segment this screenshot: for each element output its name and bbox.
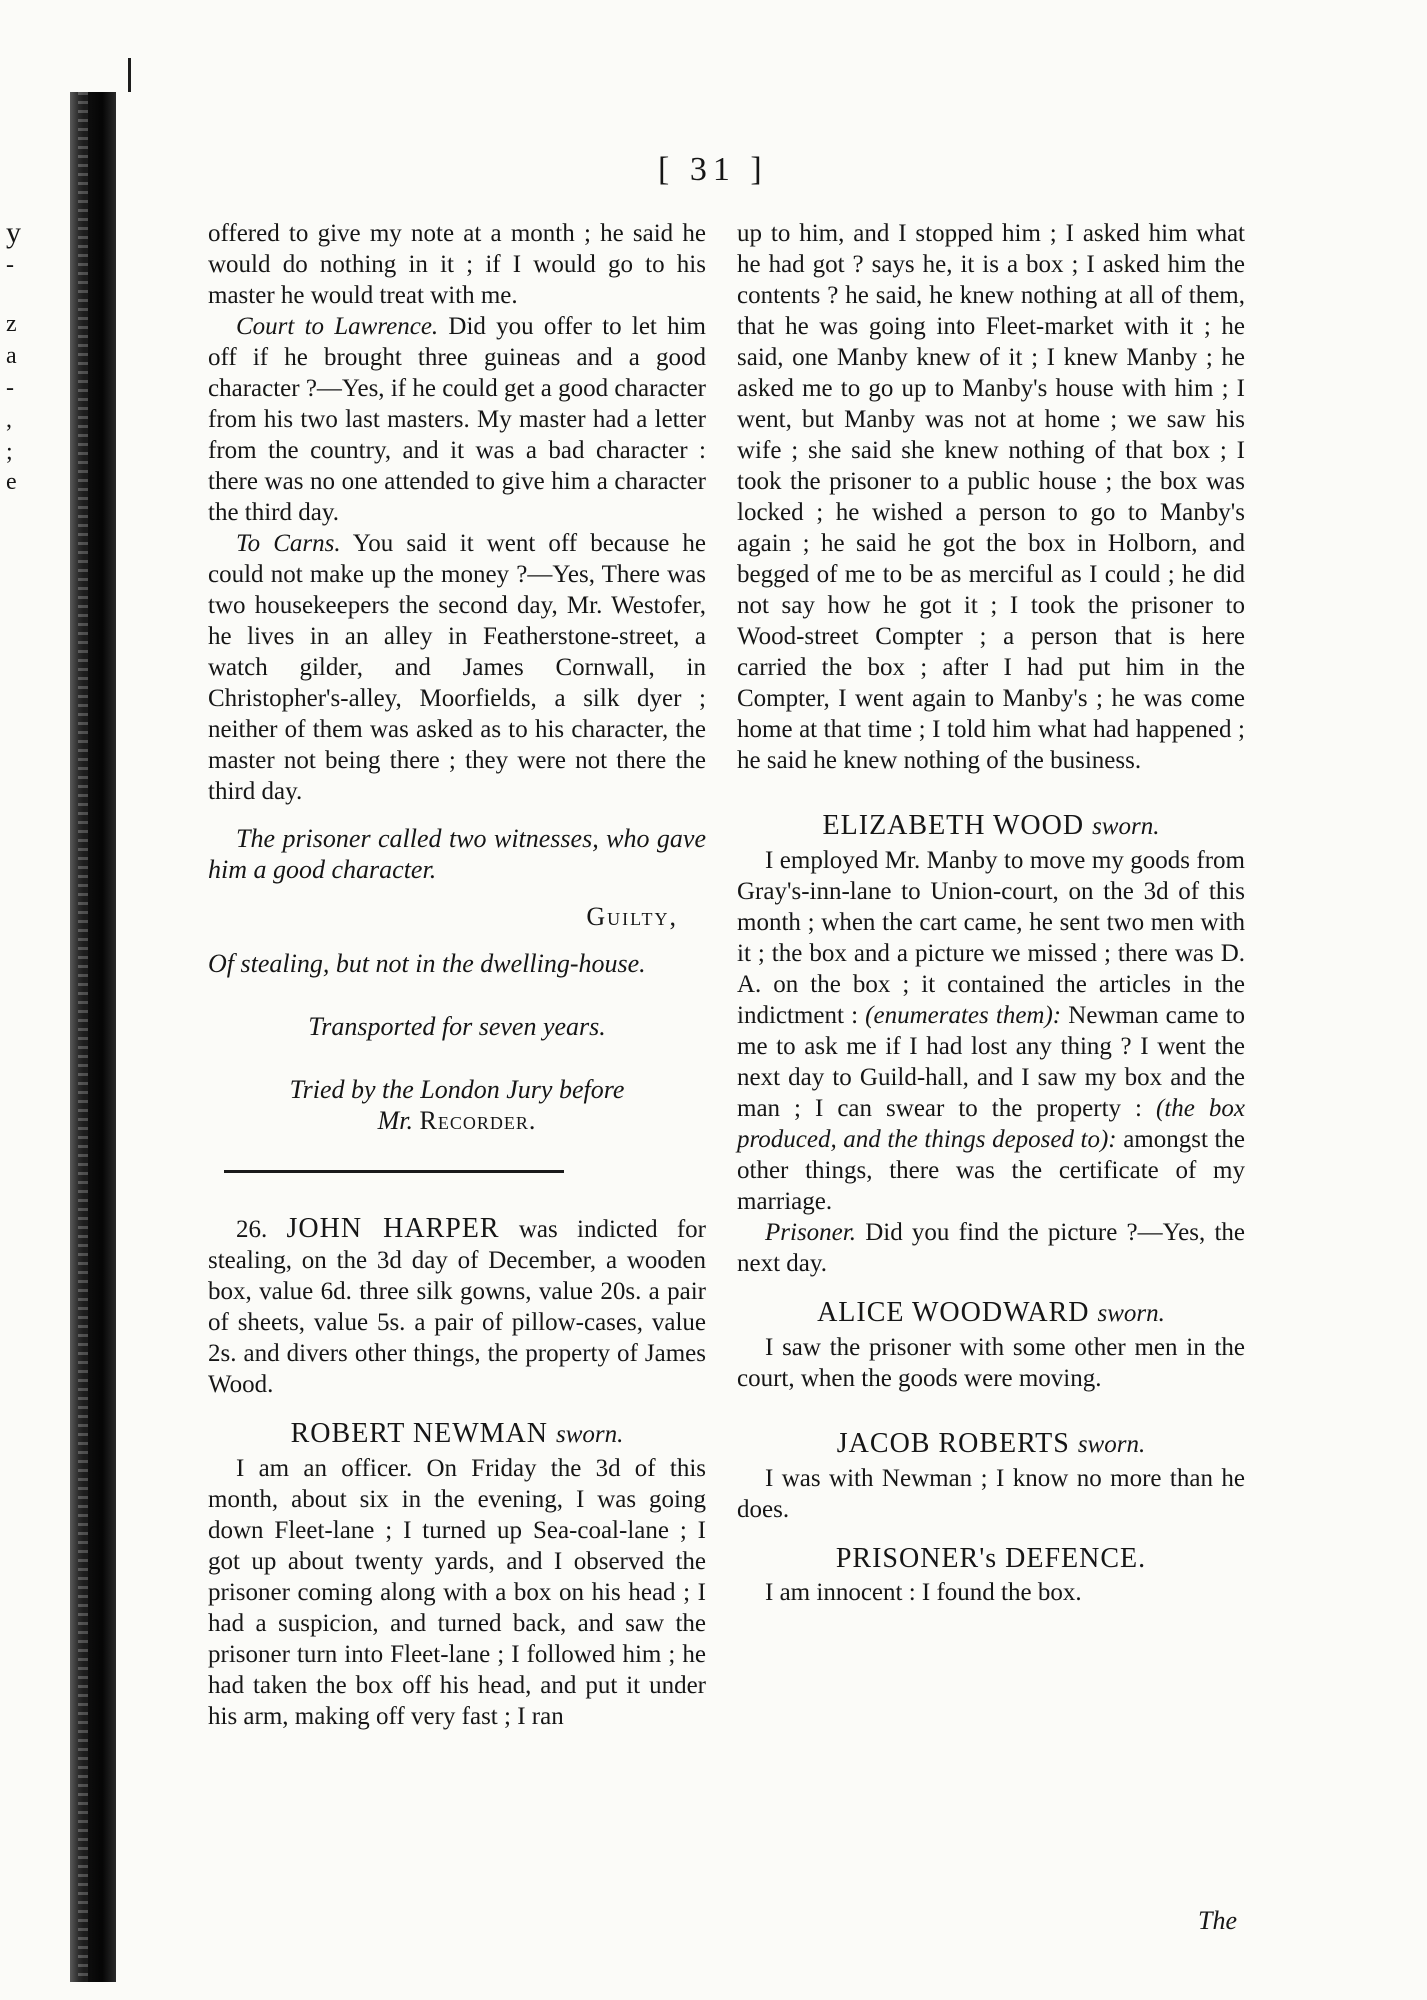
witness-name: ELIZABETH WOOD xyxy=(822,810,1085,841)
paragraph xyxy=(737,1217,1245,1279)
defendant-name: JOHN HARPER xyxy=(286,1213,500,1244)
margin-bleed-letter: - xyxy=(6,375,14,401)
margin-bleed-letter: ; xyxy=(6,439,13,465)
paragraph: up to him, and I stopped him ; I asked him what he had got ? says he, it is a box ; I asked him the contents ? he said, he knew nothing at all of them, that he was going into Fleet-market with it ; he said, one Manby knew of it ; I knew Manby ; he asked me to go up to Manby's house with him ; I went, but Manby was not at home ; we saw his wife ; she said she knew nothing of that box ; I took the prisoner to a public house ; the box was locked ; he wished a person to go to Manby's again ; he said he got the box in Holborn, and begged of me to be as merciful as I could ; he did not say how he got it ; I took the prisoner to Wood-street Compter ; a person that is here carried the box ; after I had put him in the Compter, I went again to Manby's ; he was come home at that time ; I told him what had happened ; he said he knew nothing of the business. xyxy=(737,220,1245,774)
speaker-label: Court to Lawrence. xyxy=(236,313,439,340)
testimony: I saw the prisoner with some other men in the court, when the goods were moving. xyxy=(737,1334,1245,1392)
defence-heading: PRISONER's DEFENCE. xyxy=(835,1543,1147,1574)
catchword: The xyxy=(1198,1906,1237,1935)
witness-heading xyxy=(208,1416,706,1453)
margin-bleed-letter: e xyxy=(6,469,17,495)
tried-mr: Mr. xyxy=(377,1106,414,1135)
margin-bleed-letter: a xyxy=(6,343,17,369)
paragraph-text: Did you offer to let him off if he brought three guineas and a good character ?—Yes, if he could get a good character from his two last masters. My master had a letter from the country, and it was a bad character : there was no one attended to give him a character the third day. xyxy=(208,313,706,526)
witness-name: ROBERT NEWMAN xyxy=(290,1418,548,1449)
stage-direction: (enumerates them): xyxy=(865,1002,1062,1029)
witness-heading xyxy=(737,808,1245,845)
page-number: [ 31 ] xyxy=(658,151,768,188)
tried-line xyxy=(208,1105,706,1136)
section-divider xyxy=(224,1170,564,1173)
sworn-label: sworn. xyxy=(555,1421,624,1448)
speaker-label: To Carns. xyxy=(236,530,341,557)
witness-note: The prisoner called two witnesses, who gave him a good character. xyxy=(208,824,706,884)
margin-bleed-letter: , xyxy=(6,407,12,433)
sentence: Transported for seven years. xyxy=(308,1012,606,1041)
right-column xyxy=(737,218,1245,1608)
testimony-text: I employed Mr. Manby to move my goods from Gray's-inn-lane to Union-court, on the 3d of this month ; when the cart came, he sent two men with it ; the box and a picture we missed ; there was D. A. on the box ; it contained the articles in the indictment : xyxy=(737,847,1245,1029)
left-column xyxy=(208,218,706,1732)
tried-recorder: Recorder. xyxy=(419,1106,537,1135)
margin-bleed-letter: - xyxy=(6,252,14,278)
paragraph-text: You said it went off because he could not make up the money ?—Yes, There was two housekeepers the second day, Mr. Westofer, he lives in an alley in Featherstone-street, a watch gilder, and James Cornwall, in Christopher's-alley, Moorfields, a silk dyer ; neither of them was asked as to his character, the master not being there ; they were not there the third day. xyxy=(208,530,706,805)
paragraph xyxy=(208,311,706,528)
case-heading xyxy=(208,1213,706,1400)
sworn-label: sworn. xyxy=(1097,1300,1165,1327)
speaker-label: Prisoner. xyxy=(765,1219,856,1246)
margin-bleed-letter: z xyxy=(6,311,17,337)
defence-text: I am innocent : I found the box. xyxy=(765,1579,1082,1606)
witness-heading xyxy=(737,1426,1245,1463)
paragraph: offered to give my note at a month ; he said he would do nothing in it ; if I would go to his master he would treat with me. xyxy=(208,220,706,309)
testimony: I am an officer. On Friday the 3d of this month, about six in the evening, I was going down Fleet-lane ; I turned up Sea-coal-lane ; I got up about twenty yards, and I observed the prisoner coming along with a box on his head ; I had a suspicion, and turned back, and saw the prisoner turn into Fleet-lane ; I followed him ; he had taken the box off his head, and put it under his arm, making off very fast ; I ran xyxy=(208,1455,706,1730)
binding-gutter-texture xyxy=(78,92,88,1982)
sworn-label: sworn. xyxy=(1077,1431,1146,1458)
binding-tick-mark xyxy=(128,58,131,92)
binding-gutter-shadow xyxy=(70,92,116,1982)
testimony-text: Newman came to me to ask me if I had lost any thing ? I went the next day to Guild-hall, and I saw my box and the man ; I can swear to the property : xyxy=(737,1002,1246,1122)
verdict-block xyxy=(208,823,706,1136)
witness-name: ALICE WOODWARD xyxy=(817,1297,1090,1328)
testimony: I was with Newman ; I know no more than he does. xyxy=(737,1465,1245,1523)
paragraph xyxy=(208,528,706,807)
witness-heading xyxy=(737,1295,1245,1332)
case-text: was indicted for stealing, on the 3d day of December, a wooden box, value 6d. three silk gowns, value 20s. a pair of sheets, value 5s. a pair of pillow-cases, value 2s. and divers other things, the property of James Wood. xyxy=(208,1216,706,1398)
margin-bleed-letter: y xyxy=(6,216,21,249)
tried-line: Tried by the London Jury before xyxy=(289,1075,625,1104)
verdict: Guilty, xyxy=(586,902,678,931)
testimony xyxy=(737,845,1245,1217)
witness-name: JACOB ROBERTS xyxy=(836,1428,1070,1459)
stage-direction: (the box produced, and the things deposed to): xyxy=(737,1095,1246,1153)
case-number: 26. xyxy=(236,1216,287,1243)
paragraph-text: Did you find the picture ?—Yes, the next day. xyxy=(737,1219,1245,1277)
verdict-detail: Of stealing, but not in the dwelling-house. xyxy=(208,949,646,978)
testimony-text: amongst the other things, there was the certificate of my marriage. xyxy=(737,1126,1245,1215)
sworn-label: sworn. xyxy=(1092,813,1160,840)
